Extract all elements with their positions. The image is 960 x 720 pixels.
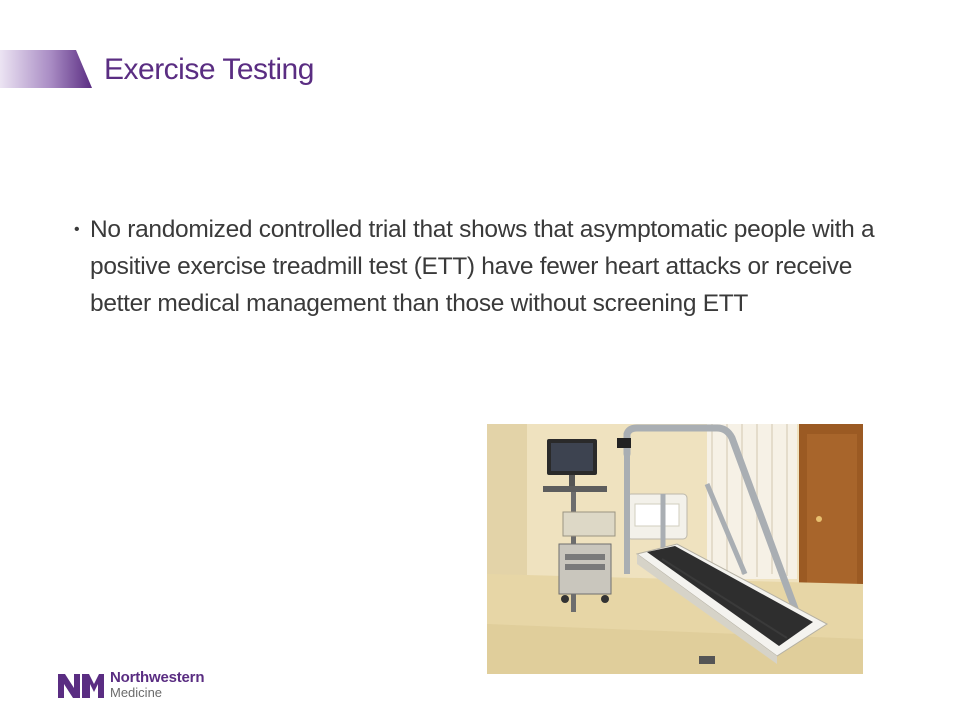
northwestern-medicine-logo — [56, 668, 256, 702]
treadmill-photo — [487, 424, 863, 674]
logo-wordmark-line2: Medicine — [110, 685, 163, 700]
bullet-item: No randomized controlled trial that shows that asymptomatic people with a positive exercise treadmill test (ETT) have fewer heart attacks or receive better medical management than those without screening ETT — [90, 216, 875, 317]
logo-wordmark-line1: Northwestern — [110, 669, 205, 686]
bullet-list — [74, 211, 884, 322]
nm-monogram-icon — [56, 670, 106, 700]
header-accent-bar — [0, 50, 92, 88]
slide-title: Exercise Testing — [104, 53, 314, 86]
bullet-marker: • — [74, 221, 80, 238]
